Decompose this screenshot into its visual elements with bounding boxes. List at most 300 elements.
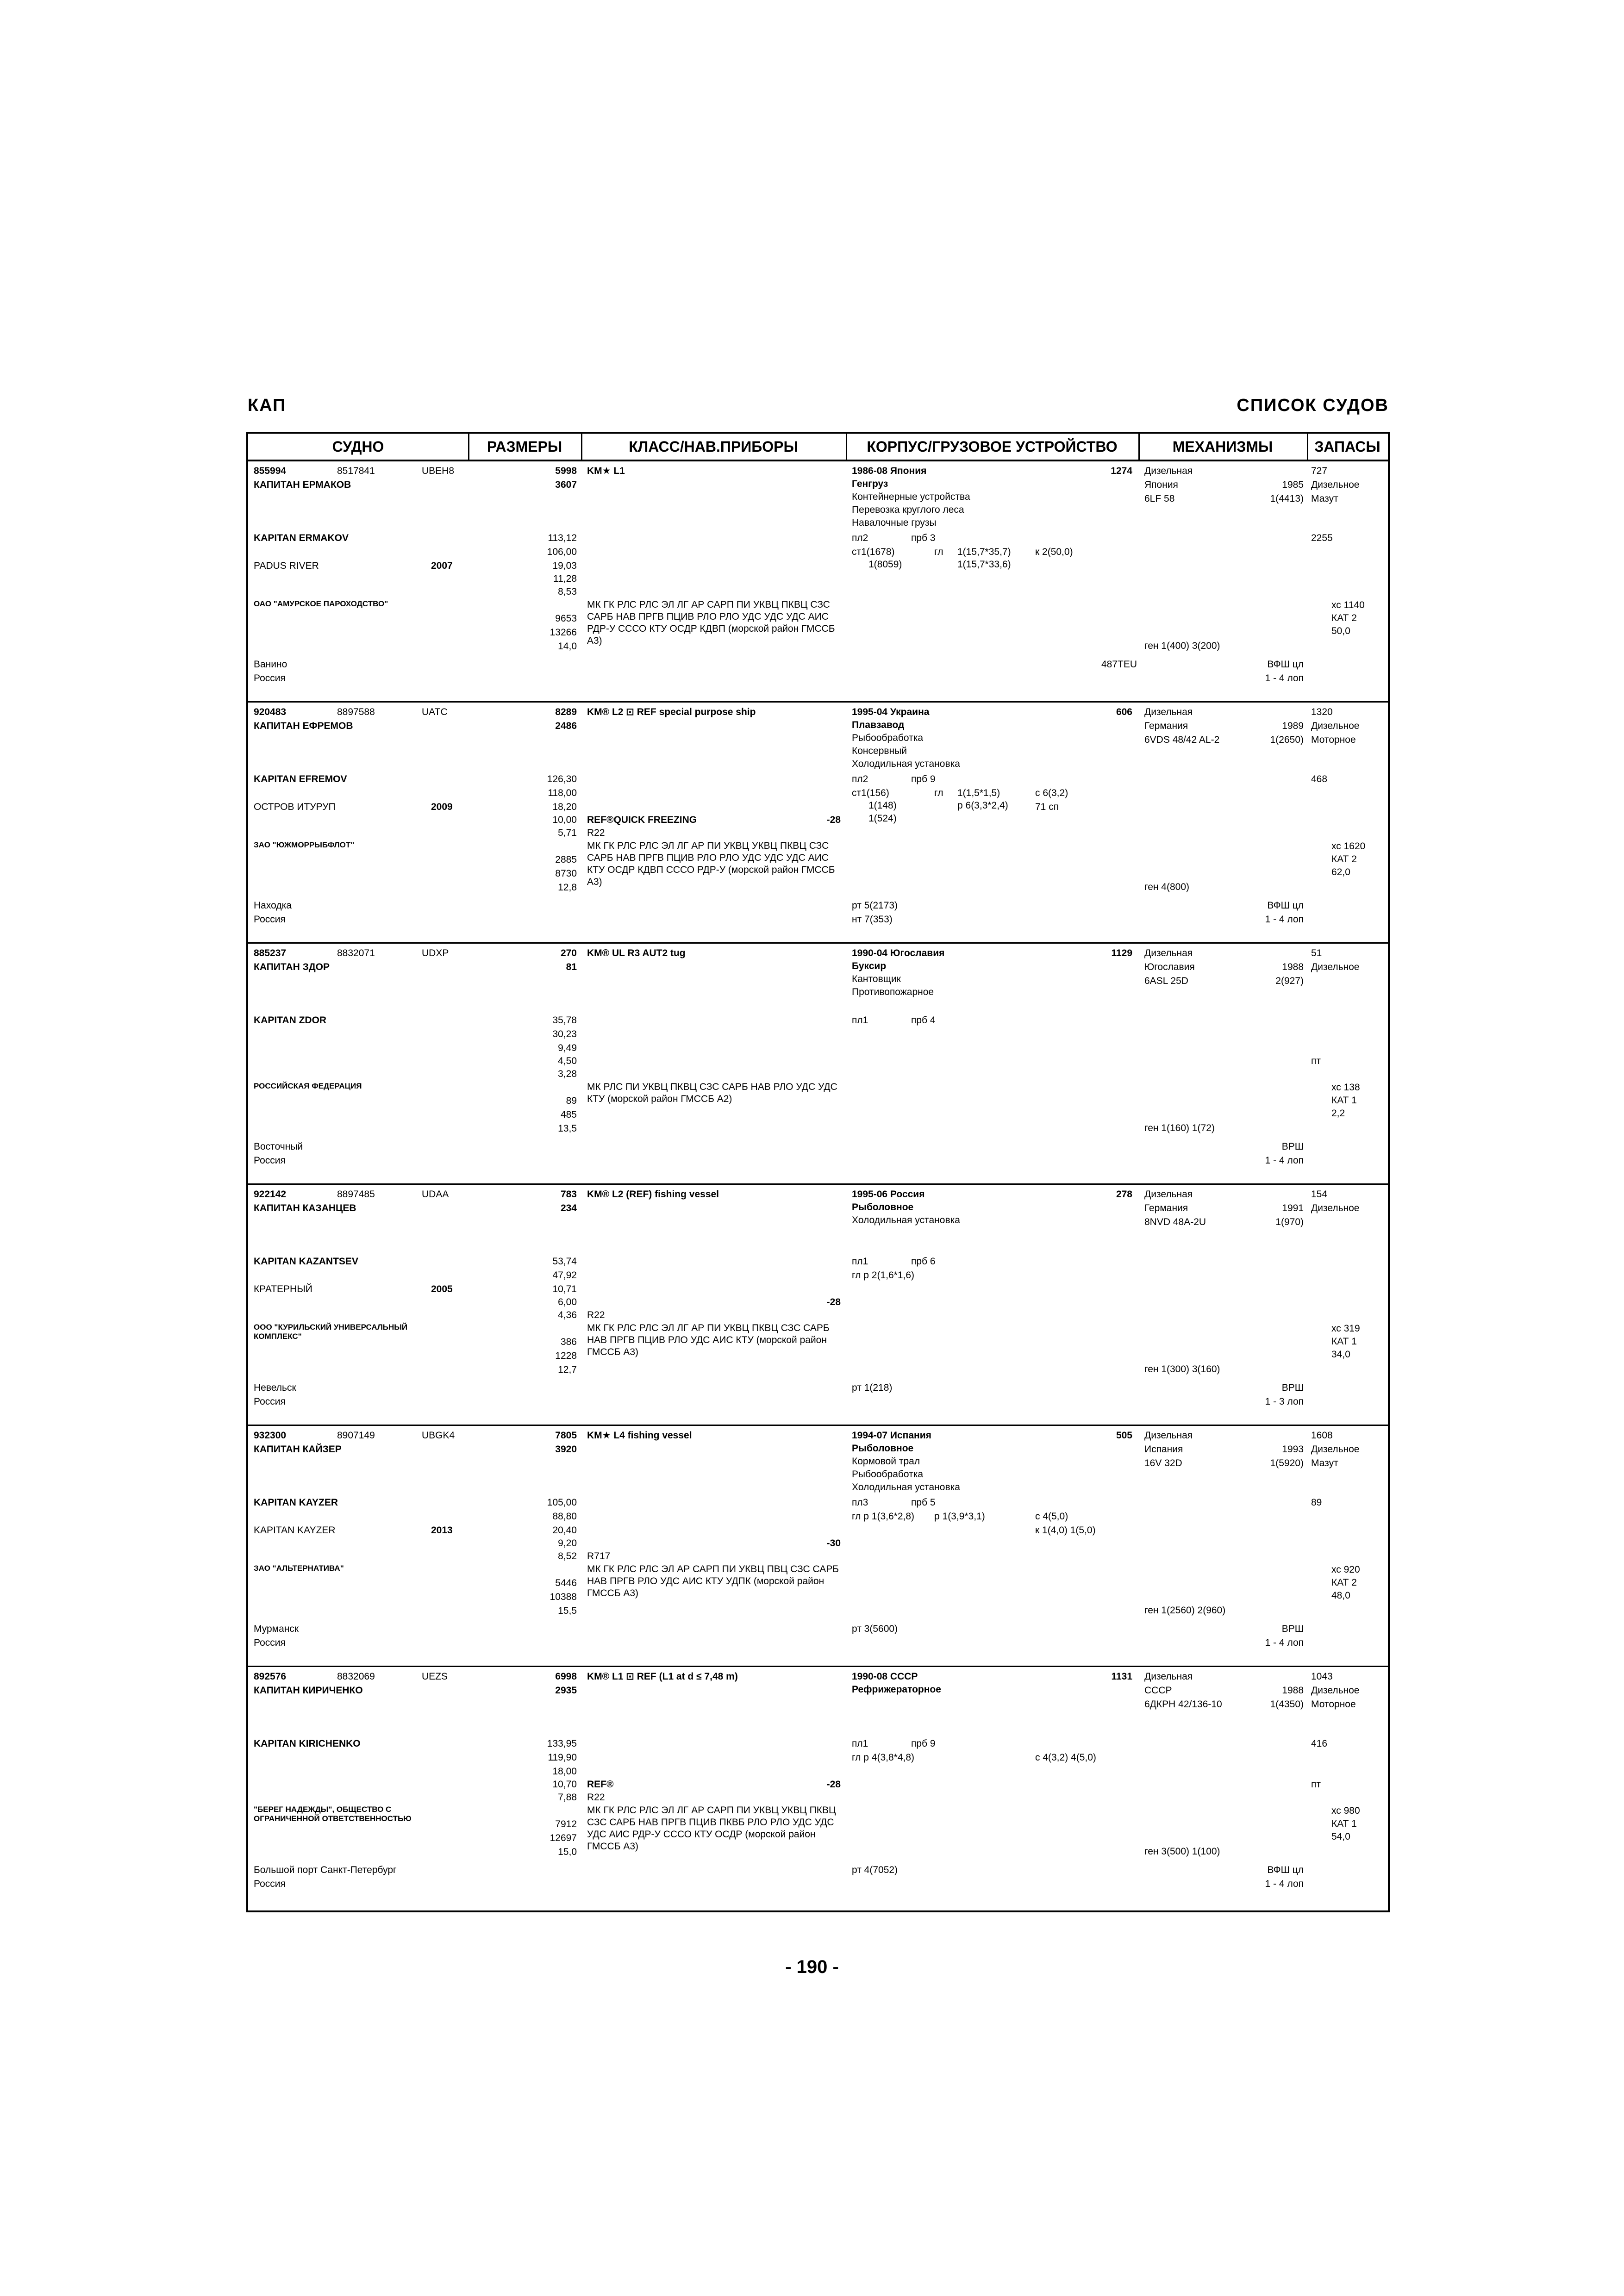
- cell-gen: ген 1(160) 1(72): [1144, 1123, 1215, 1133]
- header-divider: [1138, 434, 1140, 461]
- cell-gen: ген 1(300) 3(160): [1144, 1364, 1220, 1375]
- cell-callsign: UEZS: [422, 1671, 448, 1682]
- page-number: - 190 -: [785, 1957, 839, 1977]
- cell-dims-0: 5998: [555, 466, 577, 476]
- cell-holds-2: гл р 1(3,6*2,8): [852, 1511, 915, 1522]
- cell-mech-2: 1985: [1282, 479, 1304, 490]
- cell-hull-num: 1129: [1111, 948, 1132, 958]
- cell-name-ru: КАПИТАН КИРИЧЕНКО: [254, 1685, 363, 1696]
- cell-owner: РОССИЙСКАЯ ФЕДЕРАЦИЯ: [254, 1082, 362, 1090]
- cell-holds-3: р 1(3,9*3,1): [934, 1511, 985, 1522]
- cell-mech-2: 1988: [1282, 962, 1304, 972]
- cell-dims-5: 11,28: [553, 573, 577, 584]
- cell-prop2: 1 - 4 лоп: [1265, 914, 1304, 925]
- cell-dims-5: 9,20: [558, 1538, 577, 1549]
- cell-dims-2: 126,30: [547, 774, 577, 784]
- cell-dims-8: 13266: [550, 627, 577, 638]
- cell-class-0: KM★ L4 fishing vessel: [587, 1430, 692, 1441]
- cell-dims-9: 12,8: [558, 882, 577, 893]
- cell-class-0: KM® L2 ⊡ REF special purpose ship: [587, 707, 756, 717]
- cell-mech-1: СССР: [1144, 1685, 1172, 1696]
- cell-dims-8: 1228: [555, 1350, 577, 1361]
- cell-former-year: 2013: [431, 1525, 453, 1536]
- cell-hull-1: Плавзавод: [852, 720, 905, 730]
- cell-country: Россия: [254, 914, 286, 925]
- cell-prop2: 1 - 4 лоп: [1265, 1155, 1304, 1166]
- cell-dims-4: 19,03: [552, 560, 577, 571]
- cell-nav: МК ГК РЛС РЛС ЭЛ ЛГ АР ПИ УКВЦ УКВЦ ПКВЦ СЗС САРБ НАВ ПРГВ ПЦИВ РЛО РЛО УДС УДС УДС АИС КТУ ОСДР КДВП СССО РДР-У (морской район ГМССБ А3): [587, 840, 835, 887]
- cell-stock-3: 89: [1311, 1497, 1322, 1508]
- cell-holds-7: 1(524): [868, 813, 897, 824]
- cell-holds-0: пл1: [852, 1015, 868, 1026]
- cell-port: Находка: [254, 900, 292, 911]
- cell-holds-0: пл3: [852, 1497, 868, 1508]
- ship-record: [248, 1185, 1388, 1426]
- cell-country: Россия: [254, 1396, 286, 1407]
- cell-dims-5: 6,00: [558, 1297, 577, 1307]
- page-header-right: СПИСОК СУДОВ: [1237, 396, 1389, 415]
- cell-hull-2: Кантовщик: [852, 974, 901, 984]
- cell-cranes: с 6(3,2): [1035, 788, 1068, 798]
- column-header-vessel: СУДНО: [248, 434, 468, 461]
- header-divider: [846, 434, 847, 461]
- column-header-dimensions: РАЗМЕРЫ: [468, 434, 581, 461]
- cell-dims-2: 35,78: [552, 1015, 577, 1026]
- cell-imo: 8832071: [337, 948, 375, 958]
- column-header-class: КЛАСС/НАВ.ПРИБОРЫ: [581, 434, 846, 461]
- cell-stock-7: 62,0: [1331, 867, 1350, 877]
- cell-hull-2: Рыбообработка: [852, 733, 924, 743]
- cell-stock-1: Дизельное: [1311, 479, 1360, 490]
- cell-dims-9: 15,0: [558, 1847, 577, 1857]
- cell-mech-2: 1989: [1282, 721, 1304, 731]
- cell-callsign: UDXP: [422, 948, 449, 958]
- cell-refr-temp: -28: [826, 815, 841, 825]
- cell-dims-9: 12,7: [558, 1364, 577, 1375]
- cell-stock-3: 468: [1311, 774, 1328, 784]
- cell-hull-num: 505: [1116, 1430, 1132, 1441]
- cell-refr-label: REF®: [587, 1779, 614, 1790]
- header-divider: [468, 434, 469, 461]
- ship-record: [248, 461, 1388, 703]
- cell-gen: ген 4(800): [1144, 882, 1190, 892]
- cell-name-en: KAPITAN ERMAKOV: [254, 533, 349, 543]
- cell-port: Большой порт Санкт-Петербург: [254, 1865, 397, 1875]
- cell-refr-code: R717: [587, 1551, 611, 1562]
- cell-dims-4: 10,71: [552, 1284, 577, 1294]
- cell-stock-2: Моторное: [1311, 734, 1356, 745]
- cell-dims-6: 3,28: [558, 1069, 577, 1079]
- cell-mech-3: 16V 32D: [1144, 1458, 1182, 1468]
- cell-ext2: рт 5(2173): [852, 900, 898, 911]
- cell-former-year: 2009: [431, 802, 453, 812]
- cell-stock-1: Дизельное: [1311, 1685, 1360, 1696]
- cell-stock-6: КАТ 2: [1331, 854, 1357, 865]
- cell-mech-0: Дизельная: [1144, 707, 1193, 717]
- ship-list-table: [246, 432, 1390, 1912]
- cell-id: 892576: [254, 1671, 287, 1682]
- cell-hull-num: 606: [1116, 707, 1132, 717]
- column-header-machinery: МЕХАНИЗМЫ: [1138, 434, 1307, 461]
- cell-stock-6: КАТ 2: [1331, 1577, 1357, 1588]
- cell-mech-0: Дизельная: [1144, 1671, 1193, 1682]
- cell-cranes: с 4(3,2) 4(5,0): [1035, 1752, 1096, 1763]
- cell-stock-6: КАТ 2: [1331, 613, 1357, 623]
- column-header-hull: КОРПУС/ГРУЗОВОЕ УСТРОЙСТВО: [846, 434, 1138, 461]
- cell-holds-1: прб 6: [911, 1256, 936, 1267]
- cell-country: Россия: [254, 1155, 286, 1166]
- cell-name-en: KAPITAN ZDOR: [254, 1015, 327, 1026]
- cell-stock-6: КАТ 1: [1331, 1818, 1357, 1829]
- cell-dims-7: 5446: [555, 1578, 577, 1588]
- cell-port: Невельск: [254, 1382, 296, 1393]
- cell-dims-3: 30,23: [552, 1029, 577, 1039]
- cell-dims-1: 234: [560, 1203, 577, 1213]
- cell-name-ru: КАПИТАН ЕРМАКОВ: [254, 479, 351, 490]
- cell-holds-4: 1(15,7*35,7): [957, 547, 1011, 557]
- cell-holds-1: прб 3: [911, 533, 936, 543]
- cell-dims-0: 7805: [555, 1430, 577, 1441]
- cell-hull-0: 1990-04 Югославия: [852, 948, 945, 958]
- cell-imo: 8832069: [337, 1671, 375, 1682]
- header-divider: [1307, 434, 1308, 461]
- cell-dims-0: 8289: [555, 707, 577, 717]
- cell-dims-7: 9653: [555, 613, 577, 624]
- cell-stock-0: 1320: [1311, 707, 1333, 717]
- cell-stock-0: 1608: [1311, 1430, 1333, 1441]
- cell-holds-2: гл р 2(1,6*1,6): [852, 1270, 915, 1281]
- cell-dims-3: 118,00: [548, 788, 577, 798]
- cell-mech-1: Германия: [1144, 721, 1188, 731]
- cell-hull-num: 1131: [1111, 1671, 1132, 1682]
- cell-mech-3: 6VDS 48/42 AL-2: [1144, 734, 1220, 745]
- cell-dims-5: 4,50: [558, 1056, 577, 1066]
- cell-name-en: KAPITAN KIRICHENKO: [254, 1738, 361, 1749]
- cell-mech-4: 1(2650): [1270, 734, 1304, 745]
- cell-dims-3: 106,00: [547, 547, 577, 557]
- cell-gen: ген 3(500) 1(100): [1144, 1846, 1220, 1857]
- cell-ext1: к 1(4,0) 1(5,0): [1035, 1525, 1096, 1536]
- cell-refr-temp: -30: [826, 1538, 841, 1549]
- cell-dims-0: 783: [560, 1189, 577, 1200]
- ship-record: [248, 1667, 1388, 1908]
- header-divider: [581, 434, 582, 461]
- cell-hull-0: 1994-07 Испания: [852, 1430, 931, 1441]
- cell-name-en: KAPITAN KAZANTSEV: [254, 1256, 358, 1267]
- cell-owner: "БЕРЕГ НАДЕЖДЫ", ОБЩЕСТВО С ОГРАНИЧЕННОЙ ОТВЕТСТВЕННОСТЬЮ: [254, 1805, 412, 1823]
- cell-mech-2: 1988: [1282, 1685, 1304, 1696]
- cell-holds-0: пл1: [852, 1738, 868, 1749]
- cell-stock-5: хс 1620: [1331, 841, 1366, 852]
- cell-dims-4: 18,00: [552, 1766, 577, 1777]
- cell-mech-3: 6ДКРН 42/136-10: [1144, 1699, 1222, 1710]
- cell-id: 855994: [254, 466, 287, 476]
- cell-name-ru: КАПИТАН ЗДОР: [254, 962, 330, 972]
- cell-owner: ЗАО "АЛЬТЕРНАТИВА": [254, 1564, 344, 1573]
- page-header-left: КАП: [248, 396, 287, 415]
- cell-dims-1: 3920: [555, 1444, 577, 1455]
- cell-owner: ООО "КУРИЛЬСКИЙ УНИВЕРСАЛЬНЫЙ КОМПЛЕКС": [254, 1323, 408, 1341]
- cell-dims-6: 7,88: [558, 1792, 577, 1803]
- cell-class-0: KM® L2 (REF) fishing vessel: [587, 1189, 719, 1200]
- cell-former-year: 2007: [431, 560, 453, 571]
- cell-id: 922142: [254, 1189, 287, 1200]
- cell-mech-4: 1(5920): [1270, 1458, 1304, 1468]
- cell-ext3: нт 7(353): [852, 914, 893, 925]
- cell-stock-5: хс 1140: [1331, 600, 1365, 610]
- cell-mech-4: 1(4350): [1270, 1699, 1304, 1710]
- cell-holds-1: прб 4: [911, 1015, 936, 1026]
- cell-refr-label: REF®QUICK FREEZING: [587, 815, 697, 825]
- cell-mech-2: 1993: [1282, 1444, 1304, 1455]
- cell-id: 885237: [254, 948, 287, 958]
- cell-stock-4: пт: [1311, 1056, 1321, 1066]
- cell-hull-4: Навалочные грузы: [852, 517, 937, 528]
- cell-class-0: KM★ L1: [587, 466, 625, 476]
- cell-nav: МК ГК РЛС РЛС ЭЛ АР САРП ПИ УКВЦ ПВЦ СЗС САРБ НАВ ПРГВ РЛО УДС АИС КТУ УДПК (морской район ГМССБ А3): [587, 1564, 839, 1599]
- cell-hull-num: 278: [1116, 1189, 1132, 1200]
- cell-dims-6: 8,53: [558, 586, 577, 597]
- cell-port: Ванино: [254, 659, 287, 670]
- cell-dims-0: 270: [560, 948, 577, 958]
- cell-hull-1: Рыболовное: [852, 1443, 914, 1454]
- cell-holds-2: гл р 4(3,8*4,8): [852, 1752, 915, 1763]
- cell-refr-code: R22: [587, 1792, 605, 1803]
- cell-ext1: 71 сп: [1035, 802, 1059, 812]
- cell-dims-8: 12697: [550, 1833, 577, 1843]
- cell-hull-1: Буксир: [852, 961, 887, 971]
- cell-holds-5: 1(8059): [868, 559, 902, 570]
- cell-stock-4: пт: [1311, 1779, 1321, 1790]
- cell-hull-3: Перевозка круглого леса: [852, 504, 964, 515]
- cell-dims-6: 4,36: [558, 1310, 577, 1320]
- cell-name-en: KAPITAN EFREMOV: [254, 774, 347, 784]
- cell-dims-7: 89: [566, 1095, 577, 1106]
- cell-teu: 487TEU: [1101, 659, 1137, 670]
- cell-mech-3: 6LF 58: [1144, 493, 1175, 504]
- cell-port: Восточный: [254, 1141, 303, 1152]
- cell-refr-code: R22: [587, 828, 605, 838]
- cell-dims-7: 386: [560, 1337, 577, 1347]
- cell-holds-1: прб 5: [911, 1497, 936, 1508]
- cell-hull-2: Холодильная установка: [852, 1215, 960, 1226]
- cell-stock-5: хс 319: [1331, 1323, 1360, 1334]
- cell-gen: ген 1(2560) 2(960): [1144, 1605, 1226, 1616]
- cell-stock-7: 2,2: [1331, 1108, 1345, 1119]
- cell-dims-1: 2935: [555, 1685, 577, 1696]
- cell-hull-num: 1274: [1111, 466, 1132, 476]
- cell-stock-3: 2255: [1311, 533, 1333, 543]
- cell-prop: ВФШ цл: [1267, 659, 1304, 670]
- cell-name-ru: КАПИТАН ЕФРЕМОВ: [254, 721, 353, 731]
- cell-imo: 8897485: [337, 1189, 375, 1200]
- cell-mech-4: 1(4413): [1270, 493, 1304, 504]
- cell-former: PADUS RIVER: [254, 560, 319, 571]
- cell-prop2: 1 - 4 лоп: [1265, 1879, 1304, 1889]
- ship-record: [248, 944, 1388, 1185]
- cell-dims-8: 8730: [555, 868, 577, 879]
- cell-mech-1: Япония: [1144, 479, 1178, 490]
- cell-country: Россия: [254, 1879, 286, 1889]
- cell-prop2: 1 - 3 лоп: [1265, 1396, 1304, 1407]
- cell-refr-temp: -28: [826, 1779, 841, 1790]
- cell-stock-6: КАТ 1: [1331, 1095, 1357, 1106]
- cell-hull-1: Генгруз: [852, 479, 888, 489]
- cell-callsign: UBGK4: [422, 1430, 455, 1441]
- cell-port: Мурманск: [254, 1624, 299, 1634]
- cell-hull-1: Рефрижераторное: [852, 1684, 941, 1695]
- cell-hull-0: 1990-08 СССР: [852, 1671, 918, 1682]
- cell-holds-2: ст1(156): [852, 788, 889, 798]
- cell-id: 932300: [254, 1430, 287, 1441]
- cell-ext2: рт 1(218): [852, 1382, 893, 1393]
- cell-mech-3: 6ASL 25D: [1144, 976, 1188, 986]
- cell-stock-0: 1043: [1311, 1671, 1333, 1682]
- cell-prop2: 1 - 4 лоп: [1265, 673, 1304, 684]
- cell-dims-2: 53,74: [552, 1256, 577, 1267]
- cell-former: ОСТРОВ ИТУРУП: [254, 802, 336, 812]
- cell-owner: ЗАО "ЮЖМОРРЫБФЛОТ": [254, 840, 355, 849]
- cell-stock-2: Мазут: [1311, 1458, 1338, 1468]
- cell-ext2: рт 4(7052): [852, 1865, 898, 1875]
- cell-name-en: KAPITAN KAYZER: [254, 1497, 338, 1508]
- cell-holds-0: пл1: [852, 1256, 868, 1267]
- cell-cranes: к 2(50,0): [1035, 547, 1073, 557]
- cell-dims-4: 9,49: [558, 1043, 577, 1053]
- cell-stock-0: 51: [1311, 948, 1322, 958]
- cell-dims-3: 119,90: [548, 1752, 577, 1763]
- cell-stock-2: Моторное: [1311, 1699, 1356, 1710]
- cell-hull-3: Противопожарное: [852, 987, 934, 997]
- cell-dims-6: 5,71: [558, 828, 577, 838]
- cell-hull-0: 1995-04 Украина: [852, 707, 930, 717]
- cell-refr-temp: -28: [826, 1297, 841, 1307]
- cell-hull-4: Холодильная установка: [852, 1482, 960, 1493]
- cell-hull-1: Рыболовное: [852, 1202, 914, 1213]
- cell-mech-4: 1(970): [1275, 1217, 1304, 1227]
- cell-dims-9: 15,5: [558, 1605, 577, 1616]
- cell-prop2: 1 - 4 лоп: [1265, 1637, 1304, 1648]
- cell-former-year: 2005: [431, 1284, 453, 1294]
- cell-hull-3: Консервный: [852, 746, 907, 756]
- cell-dims-7: 7912: [555, 1819, 577, 1829]
- cell-dims-1: 2486: [555, 721, 577, 731]
- cell-name-ru: КАПИТАН КАЙЗЕР: [254, 1444, 342, 1455]
- cell-holds-3: гл: [934, 547, 943, 557]
- cell-stock-1: Дизельное: [1311, 1444, 1360, 1455]
- cell-refr-code: R22: [587, 1310, 605, 1320]
- cell-country: Россия: [254, 1637, 286, 1648]
- cell-stock-5: хс 138: [1331, 1082, 1360, 1093]
- cell-mech-3: 8NVD 48A-2U: [1144, 1217, 1206, 1227]
- cell-hull-0: 1986-08 Япония: [852, 466, 927, 476]
- cell-dims-8: 10388: [550, 1592, 577, 1602]
- cell-dims-1: 3607: [555, 479, 577, 490]
- cell-holds-0: пл2: [852, 533, 868, 543]
- cell-mech-0: Дизельная: [1144, 1430, 1193, 1441]
- cell-imo: 8517841: [337, 466, 375, 476]
- cell-dims-3: 88,80: [552, 1511, 577, 1522]
- cell-hull-3: Рыбообработка: [852, 1469, 924, 1480]
- cell-mech-0: Дизельная: [1144, 466, 1193, 476]
- cell-prop: ВРШ: [1281, 1382, 1304, 1393]
- cell-stock-0: 154: [1311, 1189, 1328, 1200]
- ship-record: [248, 1426, 1388, 1667]
- cell-stock-1: Дизельное: [1311, 962, 1360, 972]
- cell-mech-1: Югославия: [1144, 962, 1195, 972]
- cell-hull-2: Кормовой трал: [852, 1456, 920, 1467]
- cell-hull-4: Холодильная установка: [852, 759, 960, 769]
- cell-holds-1: прб 9: [911, 774, 936, 784]
- cell-stock-2: Мазут: [1311, 493, 1338, 504]
- cell-stock-5: хс 980: [1331, 1805, 1360, 1816]
- ship-record: [248, 703, 1388, 944]
- cell-holds-4: 1(1,5*1,5): [957, 788, 1000, 798]
- cell-callsign: UBEH8: [422, 466, 455, 476]
- cell-holds-2: ст1(1678): [852, 547, 895, 557]
- cell-dims-2: 113,12: [548, 533, 577, 543]
- cell-mech-1: Германия: [1144, 1203, 1188, 1213]
- cell-mech-4: 2(927): [1275, 976, 1304, 986]
- cell-dims-2: 133,95: [547, 1738, 577, 1749]
- cell-dims-1: 81: [566, 962, 577, 972]
- cell-mech-0: Дизельная: [1144, 1189, 1193, 1200]
- cell-holds-5: 1(148): [868, 800, 897, 811]
- cell-dims-2: 105,00: [547, 1497, 577, 1508]
- cell-nav: МК ГК РЛС РЛС ЭЛ ЛГ АР САРП ПИ УКВЦ УКВЦ ПКВЦ СЗС САРБ НАВ ПРГВ ПЦИВ ПКВБ РЛО РЛО УДС УДС УДС АИС РДР-У СССО КТУ ОСДР (морской район ГМССБ А3): [587, 1805, 836, 1852]
- cell-stock-3: 416: [1311, 1738, 1328, 1749]
- cell-hull-2: Контейнерные устройства: [852, 492, 970, 502]
- cell-holds-3: гл: [934, 788, 943, 798]
- cell-stock-7: 34,0: [1331, 1349, 1350, 1360]
- cell-former: KAPITAN KAYZER: [254, 1525, 336, 1536]
- cell-holds-0: пл2: [852, 774, 868, 784]
- cell-dims-5: 10,00: [552, 815, 577, 825]
- cell-mech-1: Испания: [1144, 1444, 1183, 1455]
- cell-prop: ВФШ цл: [1267, 1865, 1304, 1875]
- cell-stock-1: Дизельное: [1311, 1203, 1360, 1213]
- cell-stock-7: 50,0: [1331, 626, 1350, 636]
- cell-dims-9: 14,0: [558, 641, 577, 652]
- cell-stock-0: 727: [1311, 466, 1328, 476]
- cell-prop: ВФШ цл: [1267, 900, 1304, 911]
- cell-prop: ВРШ: [1281, 1624, 1304, 1634]
- cell-class-0: KM® UL R3 AUT2 tug: [587, 948, 686, 958]
- cell-country: Россия: [254, 673, 286, 684]
- cell-callsign: UDAA: [422, 1189, 449, 1200]
- cell-holds-1: прб 9: [911, 1738, 936, 1749]
- cell-imo: 8897588: [337, 707, 375, 717]
- cell-mech-0: Дизельная: [1144, 948, 1193, 958]
- cell-stock-7: 48,0: [1331, 1590, 1350, 1601]
- cell-imo: 8907149: [337, 1430, 375, 1441]
- cell-nav: МК ГК РЛС РЛС ЭЛ ЛГ АР ПИ УКВЦ ПКВЦ СЗС САРБ НАВ ПРГВ ПЦИВ РЛО УДС АИС КТУ (морской район ГМССБ А3): [587, 1323, 830, 1357]
- cell-name-ru: КАПИТАН КАЗАНЦЕВ: [254, 1203, 356, 1213]
- cell-stock-7: 54,0: [1331, 1831, 1350, 1842]
- cell-dims-6: 8,52: [558, 1551, 577, 1562]
- cell-nav: МК ГК РЛС РЛС ЭЛ ЛГ АР САРП ПИ УКВЦ ПКВЦ СЗС САРБ НАВ ПРГВ ПЦИВ РЛО РЛО УДС УДС УДС АИС РДР-У СССО КТУ ОСДР КДВП (морской район ГМССБ А3): [587, 599, 835, 646]
- cell-class-0: KM® L1 ⊡ REF (L1 at d ≤ 7,48 m): [587, 1671, 738, 1682]
- cell-owner: ОАО "АМУРСКОЕ ПАРОХОДСТВО": [254, 599, 388, 608]
- cell-former: КРАТЕРНЫЙ: [254, 1284, 312, 1294]
- cell-dims-9: 13,5: [558, 1123, 577, 1134]
- cell-id: 920483: [254, 707, 287, 717]
- cell-stock-5: хс 920: [1331, 1564, 1360, 1575]
- cell-hull-0: 1995-06 Россия: [852, 1189, 925, 1200]
- column-header-stocks: ЗАПАСЫ: [1307, 434, 1388, 461]
- cell-prop: ВРШ: [1281, 1141, 1304, 1152]
- cell-stock-6: КАТ 1: [1331, 1336, 1357, 1347]
